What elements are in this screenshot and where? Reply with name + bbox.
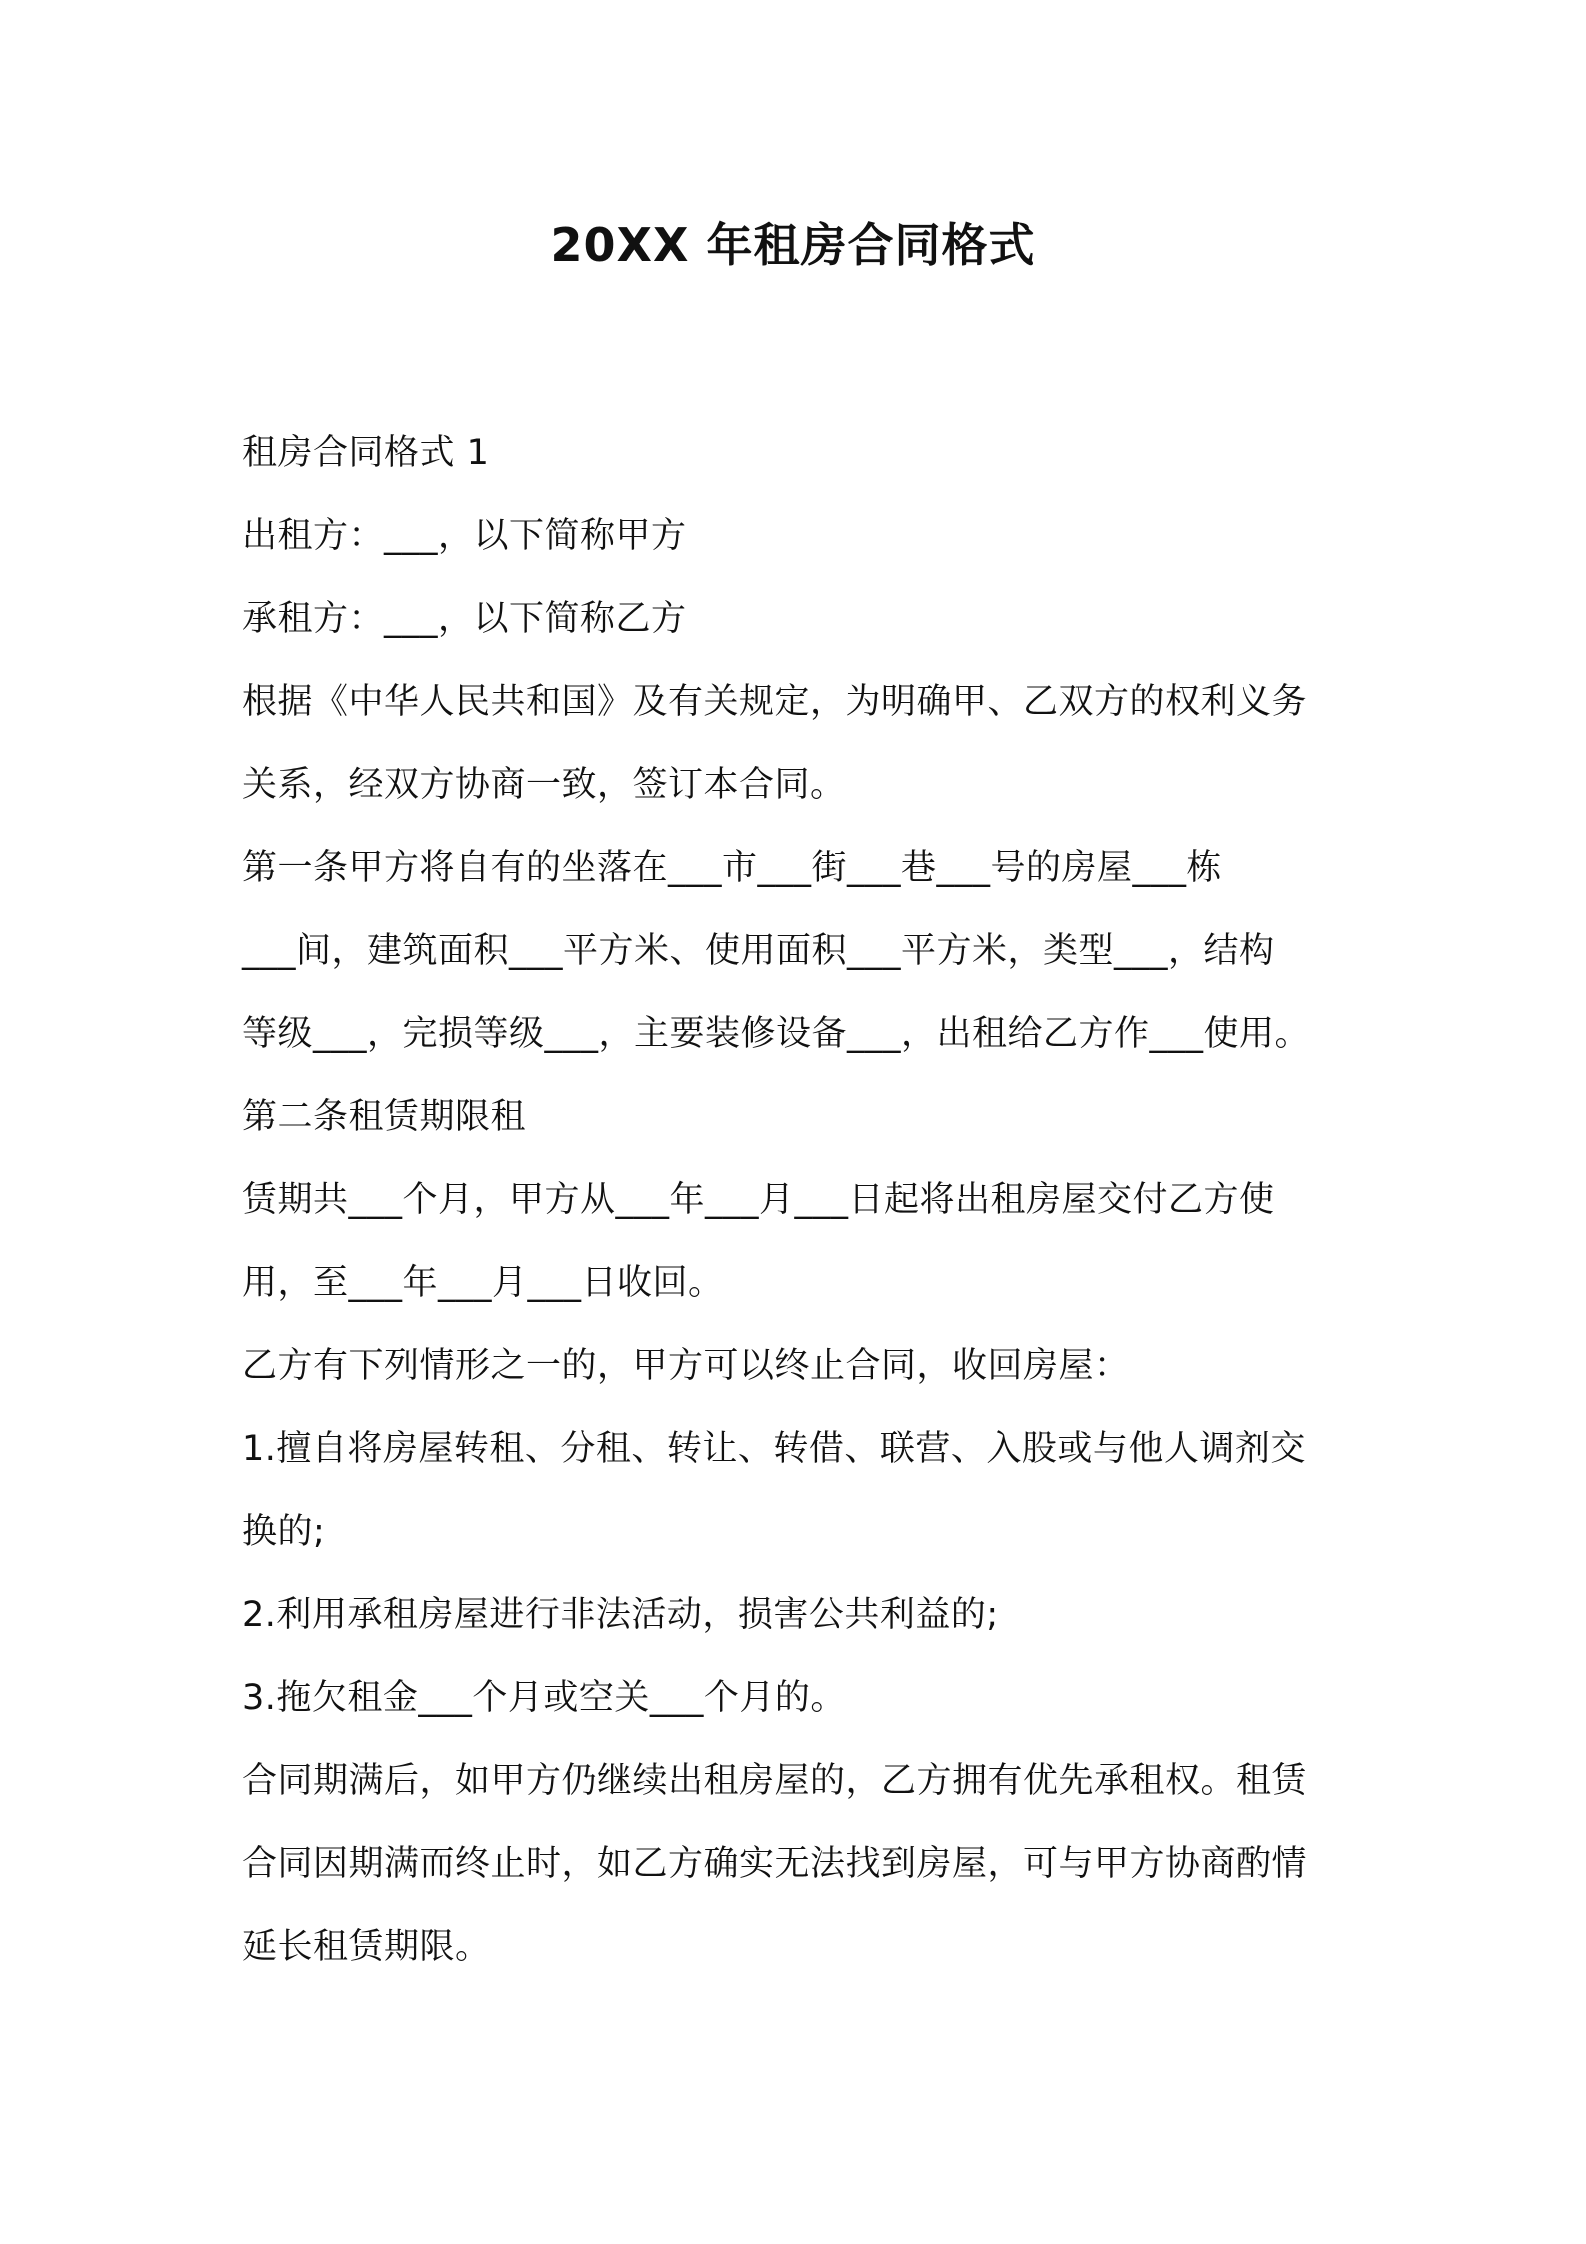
document-body	[242, 412, 1352, 1989]
article-2-line-1: 赁期共___个月，甲方从___年___月___日起将出租房屋交付乙方使	[242, 1180, 1275, 1220]
lessor-line: 出租方：___，以下简称甲方	[242, 516, 687, 556]
renewal-line-1: 合同期满后，如甲方仍继续出租房屋的，乙方拥有优先承租权。租赁	[242, 1761, 1308, 1801]
renewal-line-3: 延长租赁期限。	[242, 1927, 491, 1967]
renewal-line-2: 合同因期满而终止时，如乙方确实无法找到房屋，可与甲方协商酌情	[242, 1844, 1308, 1884]
lessee-line: 承租方：___，以下简称乙方	[242, 599, 687, 639]
termination-item-1-line-1: 1.擅自将房屋转租、分租、转让、转借、联营、入股或与他人调剂交	[242, 1429, 1306, 1469]
preamble-line-1: 根据《中华人民共和国》及有关规定，为明确甲、乙双方的权利义务	[242, 682, 1308, 722]
section-heading-format-1: 租房合同格式 1	[242, 433, 490, 473]
termination-item-2: 2.利用承租房屋进行非法活动，损害公共利益的;	[242, 1595, 999, 1635]
article-2-heading: 第二条租赁期限租	[242, 1097, 527, 1137]
document-title: 20XX 年租房合同格式	[550, 218, 1036, 272]
termination-intro: 乙方有下列情形之一的，甲方可以终止合同，收回房屋：	[242, 1346, 1130, 1386]
termination-item-1-line-2: 换的;	[242, 1512, 326, 1552]
termination-item-3: 3.拖欠租金___个月或空关___个月的。	[242, 1678, 846, 1718]
article-1-line-3: 等级___，完损等级___，主要装修设备___，出租给乙方作___使用。	[242, 1014, 1311, 1054]
article-1-line-1: 第一条甲方将自有的坐落在___市___街___巷___号的房屋___栋	[242, 848, 1223, 888]
article-2-line-2: 用，至___年___月___日收回。	[242, 1263, 724, 1303]
article-1-line-2: ___间，建筑面积___平方米、使用面积___平方米，类型___，结构	[242, 931, 1275, 971]
preamble-line-2: 关系，经双方协商一致，签订本合同。	[242, 765, 846, 805]
